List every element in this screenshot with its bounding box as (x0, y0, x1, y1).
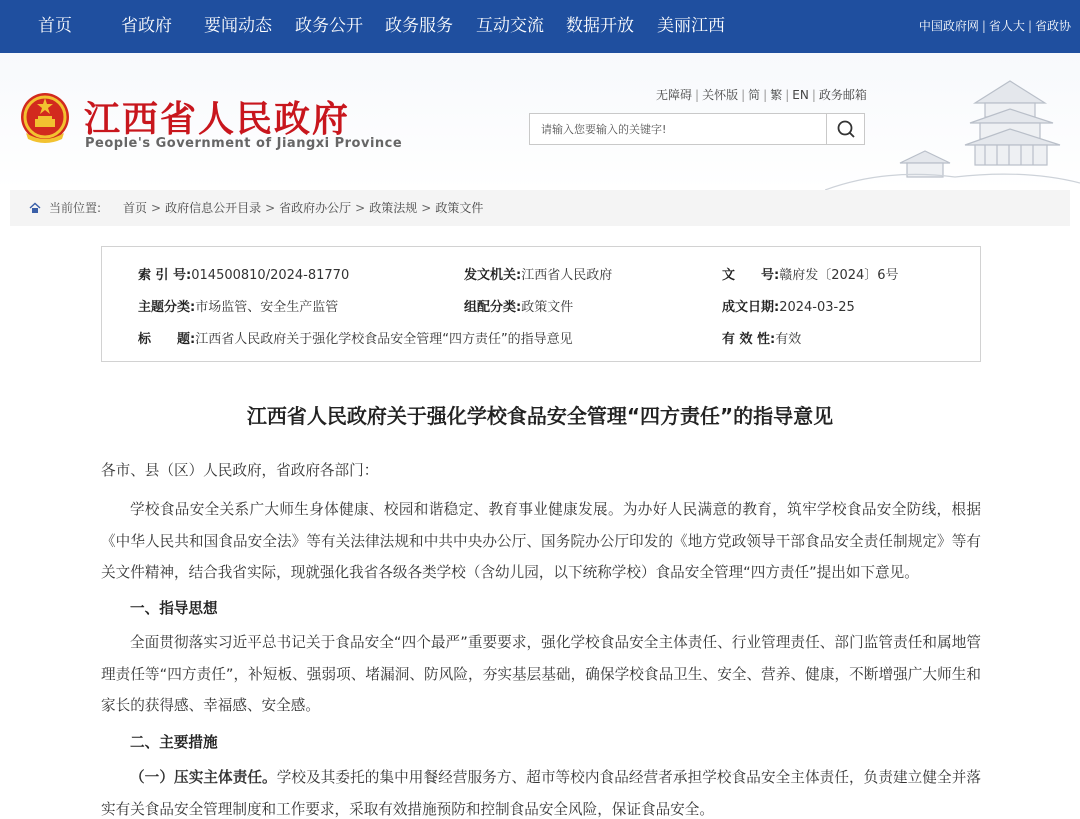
breadcrumb-policies-regulations[interactable]: 政策法规 (369, 201, 418, 215)
measure-1-text: 学校及其委托的集中用餐经营服务方、超市等校内食品经营者承担学校食品安全主体责任，负责建立健全并落实有关食品安全管理制度和工作要求，采取有效措施预防和控制食品安全风险，保证食品安全。 (101, 769, 981, 818)
link-gov-mailbox[interactable]: 政务邮箱 (818, 88, 867, 102)
breadcrumb-home[interactable]: 首页 (123, 201, 148, 215)
nav-beautiful-jiangxi[interactable]: 美丽江西 (657, 16, 725, 36)
section-heading-guiding-principle: 一、指导思想 (130, 600, 218, 617)
search-box (529, 113, 865, 145)
measure-1-lead: （一）压实主体责任。 (130, 769, 277, 786)
home-icon (29, 202, 41, 214)
meta-date: 成文日期:2024-03-25 (722, 300, 855, 315)
tengwang-pavilion-icon (825, 73, 1080, 190)
site-title-english: People's Government of Jiangxi Province (85, 136, 403, 151)
nav-home[interactable]: 首页 (38, 16, 72, 36)
link-simplified[interactable]: 简 (748, 88, 761, 102)
nav-government-services[interactable]: 政务服务 (385, 16, 453, 36)
site-header (0, 53, 1080, 190)
link-provincial-cppcc[interactable]: 省政协 (1034, 19, 1071, 33)
nav-open-data[interactable]: 数据开放 (566, 16, 634, 36)
top-nav-bar (0, 0, 1080, 53)
breadcrumb-trail: 首页 > 政府信息公开目录 > 省政府办公厅 > 政策法规 > 政策文件 (123, 201, 484, 215)
article-salutation: 各市、县（区）人民政府，省政府各部门： (101, 462, 379, 479)
measure-1-paragraph (101, 762, 981, 819)
document-metadata (101, 246, 981, 362)
meta-topic: 主题分类:市场监管、安全生产监管 (138, 300, 339, 315)
link-traditional[interactable]: 繁 (770, 88, 783, 102)
breadcrumb-policy-documents[interactable]: 政策文件 (435, 201, 484, 215)
nav-government-affairs-openness[interactable]: 政务公开 (295, 16, 363, 36)
nav-provincial-government[interactable]: 省政府 (121, 16, 172, 36)
link-accessibility[interactable]: 无障碍 (656, 88, 693, 102)
section-guiding-principle-text: 全面贯彻落实习近平总书记关于食品安全“四个最严”重要要求，强化学校食品安全主体责任、行业管理责任、部门监管责任和属地管理责任等“四方责任”，补短板、强弱项、堵漏洞、防风险，夯实基层基础，确保学校食品卫生、安全、营养、健康，不断增强广大师生和家长的获得感、幸福感、安全感。 (101, 634, 981, 714)
meta-issuer: 发文机关:江西省人民政府 (464, 268, 613, 283)
article-intro: 学校食品安全关系广大师生身体健康、校园和谐稳定、教育事业健康发展。为办好人民满意的教育，筑牢学校食品安全防线，根据《中华人民共和国食品安全法》等有关法律法规和中共中央办公厅、国务院办公厅印发的《地方党政领导干部食品安全责任制规定》等有关文件精神，结合我省实际，现就强化我省各级各类学校（含幼儿园，以下统称学校）食品安全管理“四方责任”提出如下意见。 (101, 501, 981, 581)
meta-title: 标 题:江西省人民政府关于强化学校食品安全管理“四方责任”的指导意见 (138, 332, 573, 347)
site-title: 江西省人民政府 (84, 98, 351, 140)
nav-interaction[interactable]: 互动交流 (476, 16, 544, 36)
meta-group: 组配分类:政策文件 (464, 300, 574, 315)
article-title: 江西省人民政府关于强化学校食品安全管理“四方责任”的指导意见 (246, 404, 834, 428)
link-provincial-npc[interactable]: 省人大 (988, 19, 1025, 33)
link-english[interactable]: EN (792, 88, 809, 102)
breadcrumb (10, 190, 1070, 226)
section-heading-main-measures: 二、主要措施 (130, 734, 218, 751)
meta-document-number: 文 号:赣府发〔2024〕6号 (722, 268, 899, 283)
meta-index: 索 引 号:014500810/2024-81770 (138, 268, 350, 283)
national-emblem-icon (16, 89, 74, 147)
search-input[interactable] (530, 114, 826, 144)
breadcrumb-general-office[interactable]: 省政府办公厅 (279, 201, 352, 215)
link-china-gov[interactable]: 中国政府网 (918, 19, 979, 33)
quick-links: 无障碍 | 关怀版 | 简 | 繁 | EN | 政务邮箱 (656, 88, 867, 102)
nav-news[interactable]: 要闻动态 (204, 16, 272, 36)
breadcrumb-info-catalog[interactable]: 政府信息公开目录 (165, 201, 262, 215)
meta-validity: 有 效 性:有效 (722, 332, 802, 347)
external-links: 中国政府网 | 省人大 | 省政协 (918, 19, 1071, 33)
link-care-mode[interactable]: 关怀版 (702, 88, 739, 102)
breadcrumb-label: 当前位置: (49, 201, 102, 215)
